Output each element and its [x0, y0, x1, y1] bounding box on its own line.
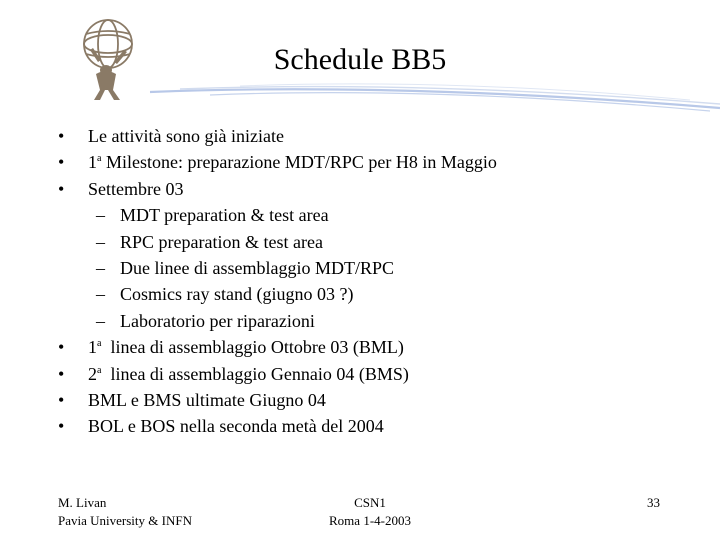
title-swoosh-decoration [70, 74, 720, 114]
bullet-item [58, 149, 497, 175]
footer-location-date: Roma 1-4-2003 [329, 513, 411, 528]
ordinal-superscript: a [97, 153, 102, 165]
bullet-marker: • [58, 178, 65, 199]
footer-event-name: CSN1 [354, 495, 386, 510]
ordinal-number: 1 [88, 152, 97, 173]
dash-marker: – [96, 205, 105, 226]
bullet-text: BOL e BOS nella seconda metà del 2004 [88, 416, 384, 437]
bullet-text: Laboratorio per riparazioni [120, 310, 315, 331]
bullet-marker: • [58, 337, 65, 358]
footer-affiliation: Pavia University & INFN [58, 513, 192, 528]
footer-event [300, 494, 440, 530]
footer-author [58, 494, 192, 530]
bullet-item [58, 176, 497, 202]
dash-marker: – [96, 231, 105, 252]
ordinal-number: 2 [88, 363, 97, 384]
bullet-marker: • [58, 363, 65, 384]
sub-bullet-item [58, 281, 497, 307]
sub-bullet-item [58, 202, 497, 228]
bullet-item [58, 413, 497, 439]
ordinal-superscript: a [97, 338, 102, 350]
bullet-list [58, 123, 497, 440]
bullet-item [58, 361, 497, 387]
sub-bullet-item [58, 308, 497, 334]
slide-title: Schedule BB5 [273, 43, 447, 76]
bullet-text: linea di assemblaggio Gennaio 04 (BMS) [101, 363, 409, 384]
dash-marker: – [96, 310, 105, 331]
bullet-item [58, 123, 497, 149]
bullet-text: Cosmics ray stand (giugno 03 ?) [120, 284, 354, 305]
dash-marker: – [96, 284, 105, 305]
sub-bullet-item [58, 255, 497, 281]
ordinal-superscript: a [97, 364, 102, 376]
sub-bullet-item [58, 229, 497, 255]
bullet-text: linea di assemblaggio Ottobre 03 (BML) [101, 337, 404, 358]
ordinal-number: 1 [88, 337, 97, 358]
footer-author-name: M. Livan [58, 495, 107, 510]
bullet-item [58, 334, 497, 360]
bullet-marker: • [58, 416, 65, 437]
bullet-text: Le attività sono già iniziate [88, 126, 284, 146]
bullet-text: RPC preparation & test area [120, 231, 323, 252]
bullet-text: Milestone: preparazione MDT/RPC per H8 in Maggio [101, 152, 497, 173]
bullet-marker: • [58, 389, 65, 410]
dash-marker: – [96, 257, 105, 278]
bullet-text: MDT preparation & test area [120, 205, 329, 226]
bullet-marker: • [58, 152, 65, 173]
bullet-text: Due linee di assemblaggio MDT/RPC [120, 257, 394, 278]
page-number: 33 [647, 495, 660, 510]
bullet-text: BML e BMS ultimate Giugno 04 [88, 389, 326, 410]
bullet-item [58, 387, 497, 413]
bullet-text: Settembre 03 [88, 178, 184, 199]
bullet-marker: • [58, 126, 65, 146]
